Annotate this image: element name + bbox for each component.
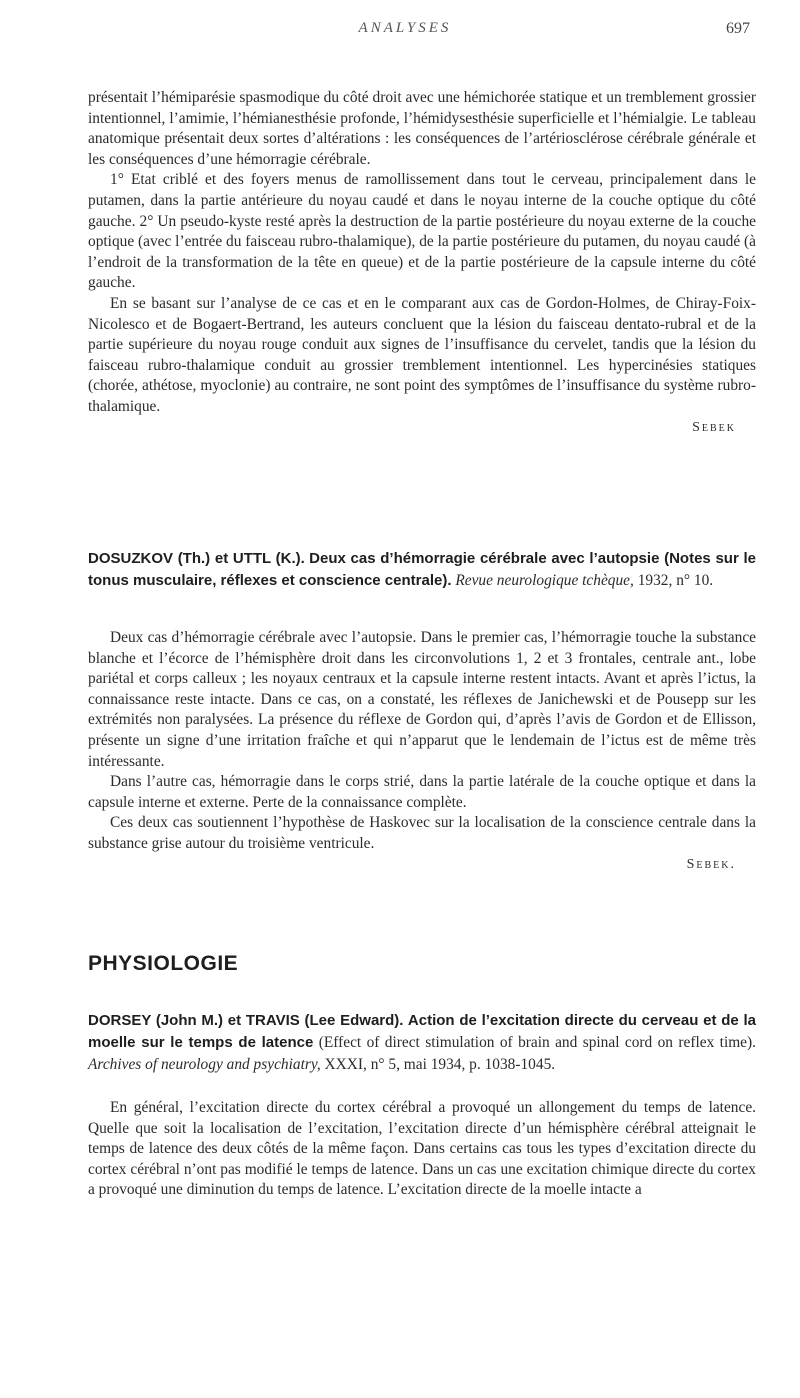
paragraph: Ces deux cas soutiennent l’hypothèse de Haskovec sur la localisation de la conscience centrale dans la substance grise autour du troisième ventricule. [88,814,756,852]
author-signature: Sebek [692,419,736,435]
running-head [0,20,800,50]
paragraph: En général, l’excitation directe du cortex cérébral a provoqué un allongement du temps de latence. Quelle que soit la localisation de l’excitation, l’excitation directe d’un hémisphère cérébral atteignait le temps de latence des deux côtés de la même façon. Dans certains cas tous les types d’excitation directe du cortex cérébral n’ont pas modifié le temps de latence. Dans un cas une excitation chimique directe du cortex a provoqué une diminution du temps de latence. L’excitation directe de la moelle intacte a [88,1099,756,1199]
entry-title: Deux cas d’hémorragie cérébrale avec l’autopsie (Notes sur le tonus musculaire, réflexes et conscience centrale). [88,550,756,589]
entry-authors: DORSEY (John M.) et TRAVIS (Lee Edward). [88,1012,404,1029]
running-title: ANALYSES [358,20,452,36]
entry-abstract [88,1098,756,1201]
paragraph: Dans l’autre cas, hémorragie dans le corps strié, dans la partie latérale de la couche optique et dans la capsule interne et externe. Perte de la connaissance complète. [88,773,756,811]
author-signature: Sebek. [686,856,736,872]
journal-citation: XXXI, n° 5, mai 1934, p. 1038-1045. [324,1056,556,1073]
paragraph: Deux cas d’hémorragie cérébrale avec l’autopsie. Dans le premier cas, l’hémorragie touche la substance blanche et l’écorce de l’hémisphère droit dans les circonvolutions 1, 2 et 3 frontales, centrale ant., lobe pariétal et corps calleux ; les noyaux centraux et la capsule interne restent intacts. Avant et après l’ictus, la connaissance reste intacte. Dans ce cas, on a constaté, les réflexes de Janichewski et de Pousepp sur les extrémités non paralysées. La présence du réflexe de Gordon qui, d’après l’avis de Gordon et de Ellisson, présente un signe d’une irritation fraîche et qui n’apparut que le lendemain de l’ictus est de même très intéressante. [88,629,756,770]
section-heading: PHYSIOLOGIE [88,952,239,975]
entry-subtitle: (Effect of direct stimulation of brain and spinal cord on reflex time). [318,1034,756,1051]
entry-header [88,548,756,592]
journal-name: Revue neurologique tchèque, [455,572,634,589]
entry-abstract [88,628,756,875]
continuation-text [88,88,756,438]
journal-name: Archives of neurology and psychiatry, [88,1056,321,1073]
journal-citation: 1932, n° 10. [637,572,714,589]
entry-title: Action de l’excitation directe du cerveau et de la moelle sur le temps de latence [88,1012,756,1051]
page-number: 697 [726,20,750,37]
paragraph: En se basant sur l’analyse de ce cas et en le comparant aux cas de Gordon-Holmes, de Chiray-Foix-Nicolesco et de Bogaert-Bertrand, les auteurs concluent que la lésion du faisceau dentato-rubral et de la partie supérieure du noyau rouge conduit aux signes de l’insuffisance du cervelet, tandis que la lésion du faisceau rubro-thalamique conduit au grossier tremblement intentionnel. Les hypercinésies statiques (chorée, athétose, myoclonie) au contraire, ne sont point des symptômes de l’insuffisance du système rubro-thalamique. [88,294,756,415]
entry-header [88,1010,756,1076]
paragraph: présentait l’hémiparésie spasmodique du côté droit avec une hémichorée statique et un tremblement grossier intentionnel, l’amimie, l’hémianesthésie profonde, l’hémidysesthésie superficielle et l’hémialgie. Le tableau anatomique présentait deux sortes d’altérations : les conséquences de l’artériosclérose cérébrale générale et les conséquences d’une hémorragie cérébrale. [88,89,756,168]
entry-authors: DOSUZKOV (Th.) et UTTL (K.). [88,550,305,567]
paragraph: 1° Etat criblé et des foyers menus de ramollissement dans tout le cerveau, principalement dans le putamen, dans la partie antérieure du noyau caudé et dans le noyau interne de la couche optique du côté gauche. 2° Un pseudo-kyste resté après la destruction de la partie postérieure du noyau externe de la couche optique (avec l’entrée du faisceau rubro-thalamique), de la partie postérieure du putamen, du noyau caudé (à l’endroit de la transformation de la tête en queue) et de la partie postérieure de la capsule interne du côté gauche. [88,171,756,292]
